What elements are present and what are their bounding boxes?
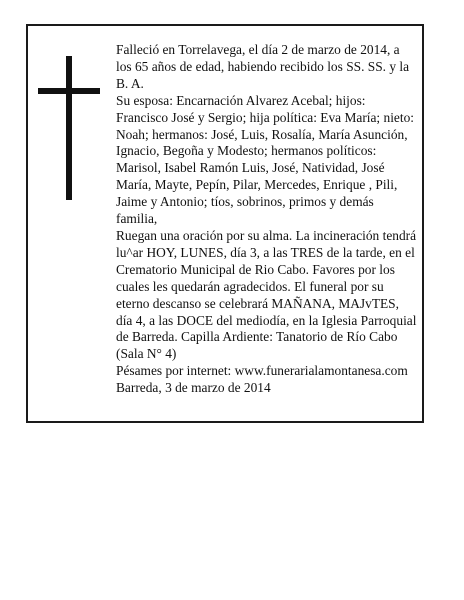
cross-vertical-bar bbox=[66, 56, 72, 200]
ceremony-paragraph: Ruegan una oración por su alma. La incineración tendrá lu^ar HOY, LUNES, día 3, a las TRES de la tarde, en el Crematorio Municipal de Rio Cabo. Favores por los cuales les quedarán agradecidos. El funeral por su eterno descanso se celebrará MAÑANA, MAJvTES, día 4, a las DOCE del mediodía, en la Iglesia Parroquial de Barreda. Capilla Ardiente: Tanatorio de Río Cabo (Sala N° 4) bbox=[116, 227, 417, 362]
family-paragraph: Su esposa: Encarnación Alvarez Acebal; hijos: Francisco José y Sergio; hija política: Eva María; nieto: Noah; hermanos: José, Luis, Rosalía, María Asunción, Ignacio, Begoña y Modesto; hermanos políticos: Marisol, Isabel Ramón Luis, José, Natividad, José María, Mayte, Pepín, Pilar, Mercedes, Enrique , Pili, Jaime y Antonio; tíos, sobrinos, primos y demás familia, bbox=[116, 92, 415, 227]
place-date-line: Barreda, 3 de marzo de 2014 bbox=[116, 380, 271, 396]
obituary-notice bbox=[26, 24, 424, 423]
obituary-text bbox=[116, 42, 418, 397]
cross-horizontal-bar bbox=[38, 88, 100, 94]
announcement-paragraph: Falleció en Torrelavega, el día 2 de marzo de 2014, a los 65 años de edad, habiendo recibido los SS. SS. y la B. A. bbox=[116, 42, 410, 91]
cross-icon bbox=[38, 56, 104, 200]
condolences-line: Pésames por internet: www.funerarialamontanesa.com bbox=[116, 363, 408, 379]
